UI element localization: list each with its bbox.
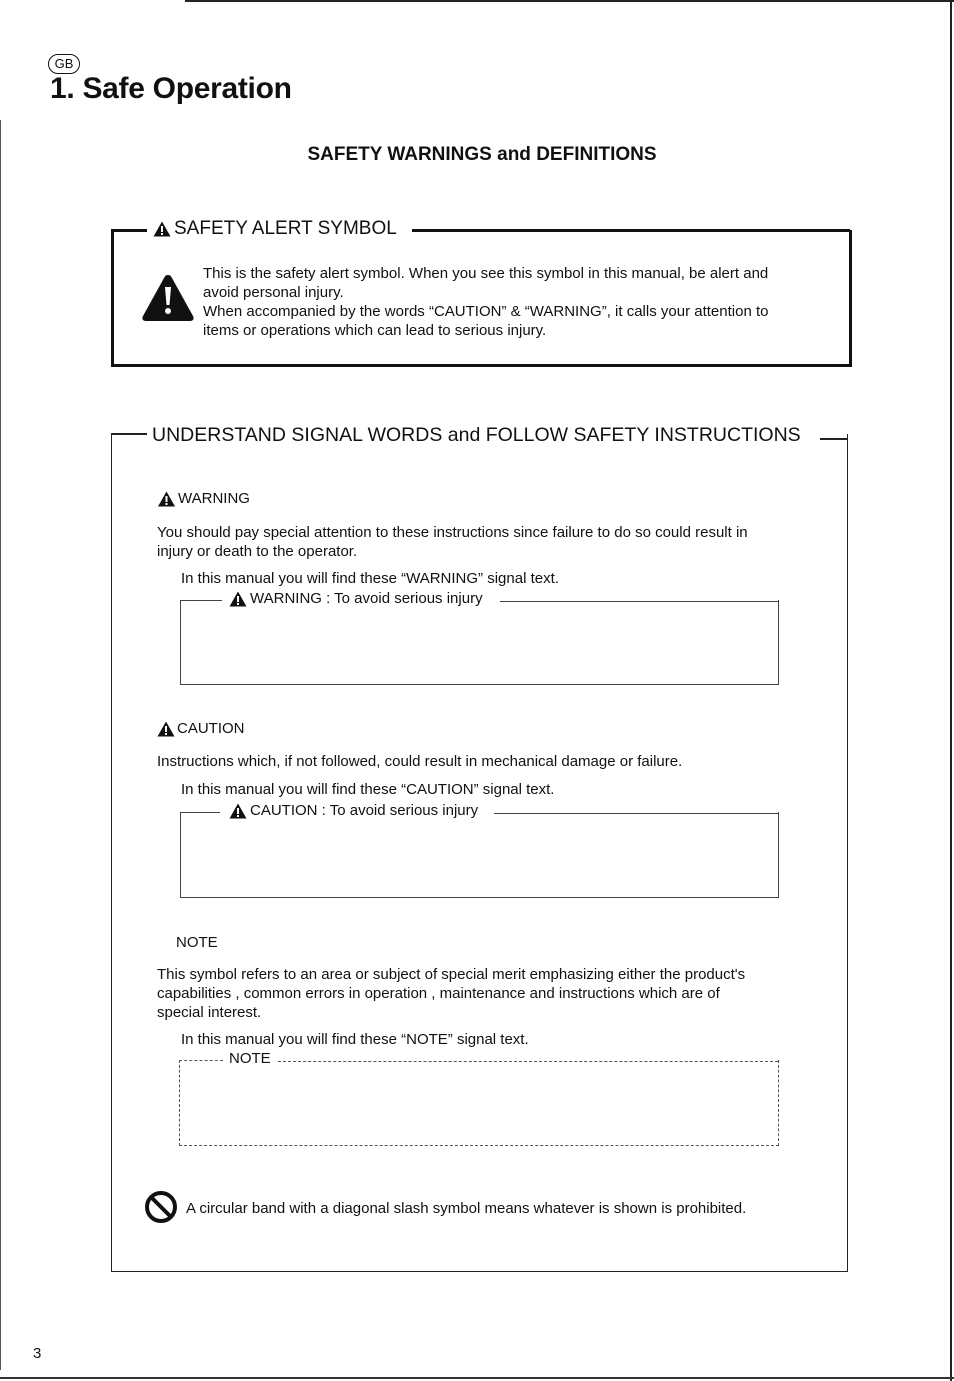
- note-sample-top-right: [278, 1061, 778, 1062]
- warning-sample-box: [180, 600, 779, 685]
- safety-alert-line-4: items or operations which can lead to serious injury.: [203, 322, 547, 339]
- caution-triangle-icon: [229, 803, 247, 819]
- warning-sample-top-right: [500, 601, 778, 602]
- caution-sample-top-left: [180, 812, 220, 813]
- warning-description: [157, 523, 797, 561]
- safety-alert-box-top-right: [412, 229, 850, 232]
- warning-sample-top-left: [180, 600, 222, 601]
- caution-sample-label: [229, 802, 482, 819]
- note-sample-top-left: [179, 1060, 223, 1061]
- safety-alert-line-1: This is the safety alert symbol. When you see this symbol in this manual, be alert and: [203, 265, 769, 282]
- signal-words-box-top-left: [111, 433, 147, 435]
- page-number: 3: [33, 1345, 42, 1362]
- safety-alert-heading: [153, 218, 397, 240]
- prohibited-text: A circular band with a diagonal slash symbol means whatever is shown is prohibited.: [186, 1200, 747, 1217]
- safety-alert-heading-text: SAFETY ALERT SYMBOL: [174, 218, 397, 239]
- section-title: SAFETY WARNINGS and DEFINITIONS: [307, 144, 657, 165]
- prohibited-icon: [144, 1190, 178, 1224]
- caution-sample-top-right: [494, 813, 778, 814]
- signal-words-heading: UNDERSTAND SIGNAL WORDS and FOLLOW SAFETY INSTRUCTIONS: [152, 424, 801, 446]
- caution-description: [157, 752, 797, 771]
- warning-triangle-icon: [153, 221, 171, 237]
- note-find-text: In this manual you will find these “NOTE” signal text.: [181, 1031, 529, 1048]
- warning-label-text: WARNING: [178, 490, 250, 507]
- caution-triangle-icon: [157, 721, 175, 737]
- safety-alert-line-2: avoid personal injury.: [203, 284, 344, 301]
- note-line-2: capabilities , common errors in operation , maintenance and instructions which are of: [157, 985, 720, 1002]
- language-badge: GB: [48, 54, 80, 74]
- note-description: [157, 965, 797, 1022]
- safety-alert-text: [203, 264, 813, 340]
- warning-label: [157, 490, 250, 507]
- right-edge-rule: [950, 0, 952, 1381]
- safety-alert-box-top-left: [111, 229, 147, 232]
- top-edge-rule: [185, 0, 954, 2]
- caution-label-text: CAUTION: [177, 720, 245, 737]
- warning-find-text: In this manual you will find these “WARNING” signal text.: [181, 570, 559, 587]
- safety-alert-symbol-icon: [141, 273, 195, 323]
- warning-triangle-icon: [229, 591, 247, 607]
- note-line-3: special interest.: [157, 1004, 262, 1021]
- warning-line-2: injury or death to the operator.: [157, 543, 358, 560]
- note-label-text: NOTE: [176, 934, 218, 951]
- page-title: 1. Safe Operation: [50, 72, 292, 105]
- warning-line-1: You should pay special attention to these instructions since failure to do so could result in: [157, 524, 748, 541]
- note-sample-label-text: NOTE: [229, 1050, 271, 1067]
- note-sample-label: [229, 1050, 275, 1067]
- caution-line-1: Instructions which, if not followed, could result in mechanical damage or failure.: [157, 753, 683, 770]
- caution-sample-box: [180, 812, 779, 898]
- warning-sample-label: [229, 590, 487, 607]
- caution-label: [157, 720, 245, 737]
- warning-sample-label-text: WARNING : To avoid serious injury: [250, 590, 483, 607]
- caution-sample-label-text: CAUTION : To avoid serious injury: [250, 802, 479, 819]
- note-line-1: This symbol refers to an area or subject of special merit emphasizing either the product's: [157, 966, 746, 983]
- caution-find-text: In this manual you will find these “CAUTION” signal text.: [181, 781, 555, 798]
- left-edge-rule: [0, 120, 1, 1370]
- bottom-edge-rule: [0, 1377, 954, 1379]
- signal-words-box-top-right: [820, 438, 848, 440]
- note-sample-box: [179, 1060, 779, 1146]
- warning-triangle-icon: [157, 491, 176, 507]
- note-label: [176, 934, 218, 951]
- safety-alert-line-3: When accompanied by the words “CAUTION” & “WARNING”, it calls your attention to: [203, 303, 769, 320]
